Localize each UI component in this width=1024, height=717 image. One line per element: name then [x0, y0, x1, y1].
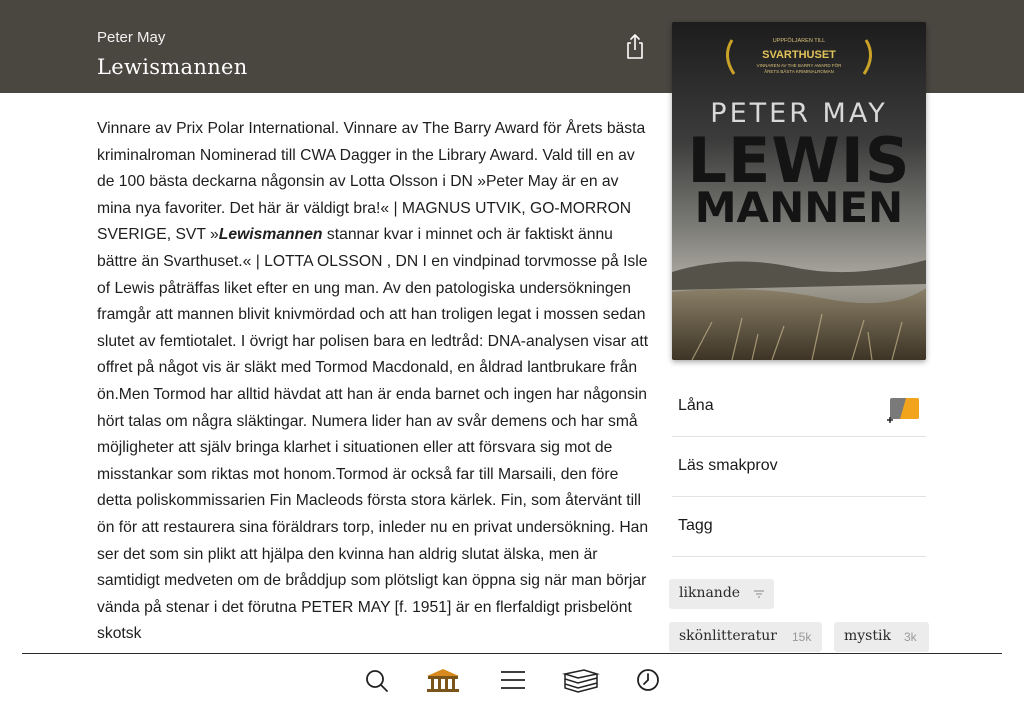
similar-tag-button[interactable]: [669, 579, 774, 609]
book-author[interactable]: Peter May: [97, 29, 166, 46]
tag-fiction[interactable]: [669, 622, 822, 652]
search-icon: [362, 666, 392, 694]
tag-mystery-label: mystik: [844, 628, 891, 644]
borrow-label: Låna: [678, 397, 714, 414]
tab-history[interactable]: [633, 666, 663, 694]
book-cover[interactable]: [672, 22, 926, 360]
description-text-1: Vinnare av Prix Polar International. Vinnare av The Barry Award för Årets bästa kriminalroman Nominerad till CWA Dagger in the Library Award. Vald till en av de 100 bästa deckarna någonsin av Lotta Olsson i DN »Peter May är en av mina nya favoriter. Det här är väldigt bra!« | MAGNUS UTVIK, GO-MORRON SVERIGE, SVT »: [97, 120, 646, 244]
tag-mystery[interactable]: [834, 622, 929, 652]
menu-icon: [498, 666, 528, 694]
tab-library[interactable]: [424, 666, 462, 694]
read-sample-label: Läs smakprov: [678, 457, 778, 474]
filter-icon: [754, 590, 764, 598]
books-icon: [562, 666, 600, 694]
cover-badge-line2: ÅRETS BÄSTA KRIMINALROMAN: [764, 69, 834, 74]
tags-label: Tagg: [678, 517, 713, 534]
history-icon: [633, 666, 663, 694]
tab-books[interactable]: [562, 666, 600, 694]
share-button[interactable]: [622, 32, 648, 60]
read-sample-button[interactable]: [672, 437, 926, 497]
book-description: [97, 116, 652, 646]
borrow-icon: [886, 397, 920, 423]
cover-badge-line1: VINNAREN AV THE BARRY AWARD FÖR: [756, 63, 842, 68]
similar-tag-label: liknande: [679, 585, 741, 601]
library-icon: [424, 666, 462, 694]
tab-menu[interactable]: [498, 666, 528, 694]
bottom-tab-bar: [0, 654, 1024, 717]
share-icon: [622, 32, 648, 60]
tags-button[interactable]: [672, 497, 926, 557]
description-text-2: stannar kvar i minnet och är faktiskt ännu bättre än Svarthuset.« | LOTTA OLSSON , DN I en vindpinad torvmosse på Isle of Lewis påträffas liket efter en ung man. Av den patologiska undersökningen framgår att mannen blivit knivmördad och att han troligen legat i mossen sedan slutet av femtiotalet. I övrigt har polisen bara en ledtråd: DNA-analysen visar att offret på något vis är släkt med Tormod Macdonald, en åldrad lantbrukare från ön.Men Tormod har alltid hävdat att han är enda barnet och ingen har någonsin hört talas om några släktingar. Numera lider han av svår demens och har små möjligheter att själv bringa klarhet i situationen eller att försvara sig mot de misstankar som riktas mot honom.Tormod är också far till Marsaili, den före detta poliskommissarien Fin Macleods första stora kärlek. Fin, som återvänt till ön för att restaurera sina föräldrars torp, inleder nu en privat undersökning. Han ser det som sin plikt att hjälpa den kvinna han aldrig slutat älska, men är samtidigt medveten om de bråddjup som plötsligt kan öppna sig när man börjar vända på stenar i det förutna PETER MAY [f. 1951] är en flerfaldigt prisbelönt skotsk: [97, 226, 649, 643]
book-actions: [672, 377, 926, 557]
cover-title-line2: MANNEN: [694, 183, 904, 232]
cover-title-line1: LEWIS: [687, 124, 911, 197]
borrow-button[interactable]: [672, 377, 926, 437]
cover-badge-title: SVARTHUSET: [762, 49, 836, 61]
tag-fiction-label: skönlitteratur: [679, 628, 777, 644]
cover-author: PETER MAY: [710, 98, 888, 129]
cover-badge-top: UPPFÖLJAREN TILL: [772, 38, 826, 44]
tab-search[interactable]: [362, 666, 392, 694]
book-title: Lewismannen: [97, 55, 248, 79]
tag-fiction-count: 15k: [792, 630, 812, 644]
description-title-emphasis: Lewismannen: [218, 226, 323, 244]
tag-mystery-count: 3k: [904, 630, 917, 644]
cover-image: [672, 22, 926, 360]
